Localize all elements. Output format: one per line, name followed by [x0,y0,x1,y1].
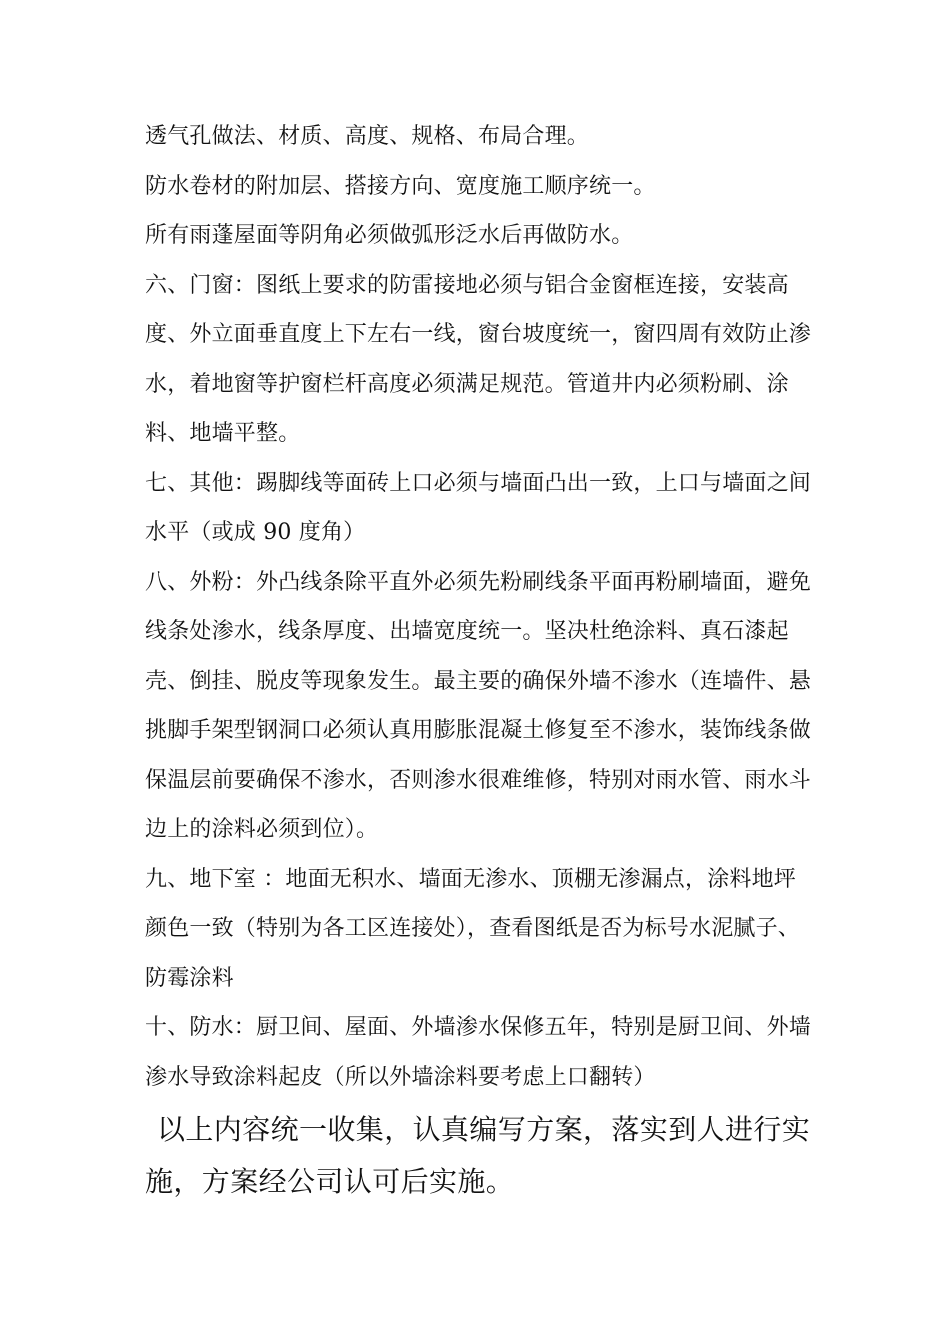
paragraph-exterior-plaster: 八、外粉：外凸线条除平直外必须先粉刷线条平面再粉刷墙面，避免线条处渗水，线条厚度、出墙宽度统一。坚决杜绝涂料、真石漆起壳、倒挂、脱皮等现象发生。最主要的确保外墙不渗水（连墙件、悬挑脚手架型钢洞口必须认真用膨胀混凝土修复至不渗水，装饰线条做保温层前要确保不渗水，否则渗水很难维修，特别对雨水管、雨水斗边上的涂料必须到位）。 [145,569,812,842]
document-body [145,112,815,1208]
paragraph-waterproofing: 十、防水：厨卫间、屋面、外墙渗水保修五年，特别是厨卫间、外墙渗水导致涂料起皮（所以外墙涂料要考虑上口翻转） [145,1015,812,1090]
paragraph-basement: 九、地下室 ：地面无积水、墙面无渗水、顶棚无渗漏点，涂料地坪颜色一致（特别为各工区连接处），查看图纸是否为标号水泥腻子、防霉涂料 [145,866,801,991]
paragraph-closing: 以上内容统一收集，认真编写方案，落实到人进行实施，方案经公司认可后实施。 [145,1113,811,1198]
paragraph-canopy-roof: 所有雨蓬屋面等阴角必须做弧形泛水后再做防水。 [145,223,634,248]
paragraph-waterproof-membrane: 防水卷材的附加层、搭接方向、宽度施工顺序统一。 [145,173,656,199]
paragraph-vent-holes: 透气孔做法、材质、高度、规格、布局合理。 [145,124,590,149]
paragraph-doors-windows: 六、门窗：图纸上要求的防雷接地必须与铝合金窗框连接，安装高度、外立面垂直度上下左右一线，窗台坡度统一，窗四周有效防止渗水，着地窗等护窗栏杆高度必须满足规范。管道井内必须粉刷、涂料、地墙平整。 [145,272,812,446]
paragraph-other: 七、其他：踢脚线等面砖上口必须与墙面凸出一致，上口与墙面之间水平（或成 90 度角） [145,470,812,545]
